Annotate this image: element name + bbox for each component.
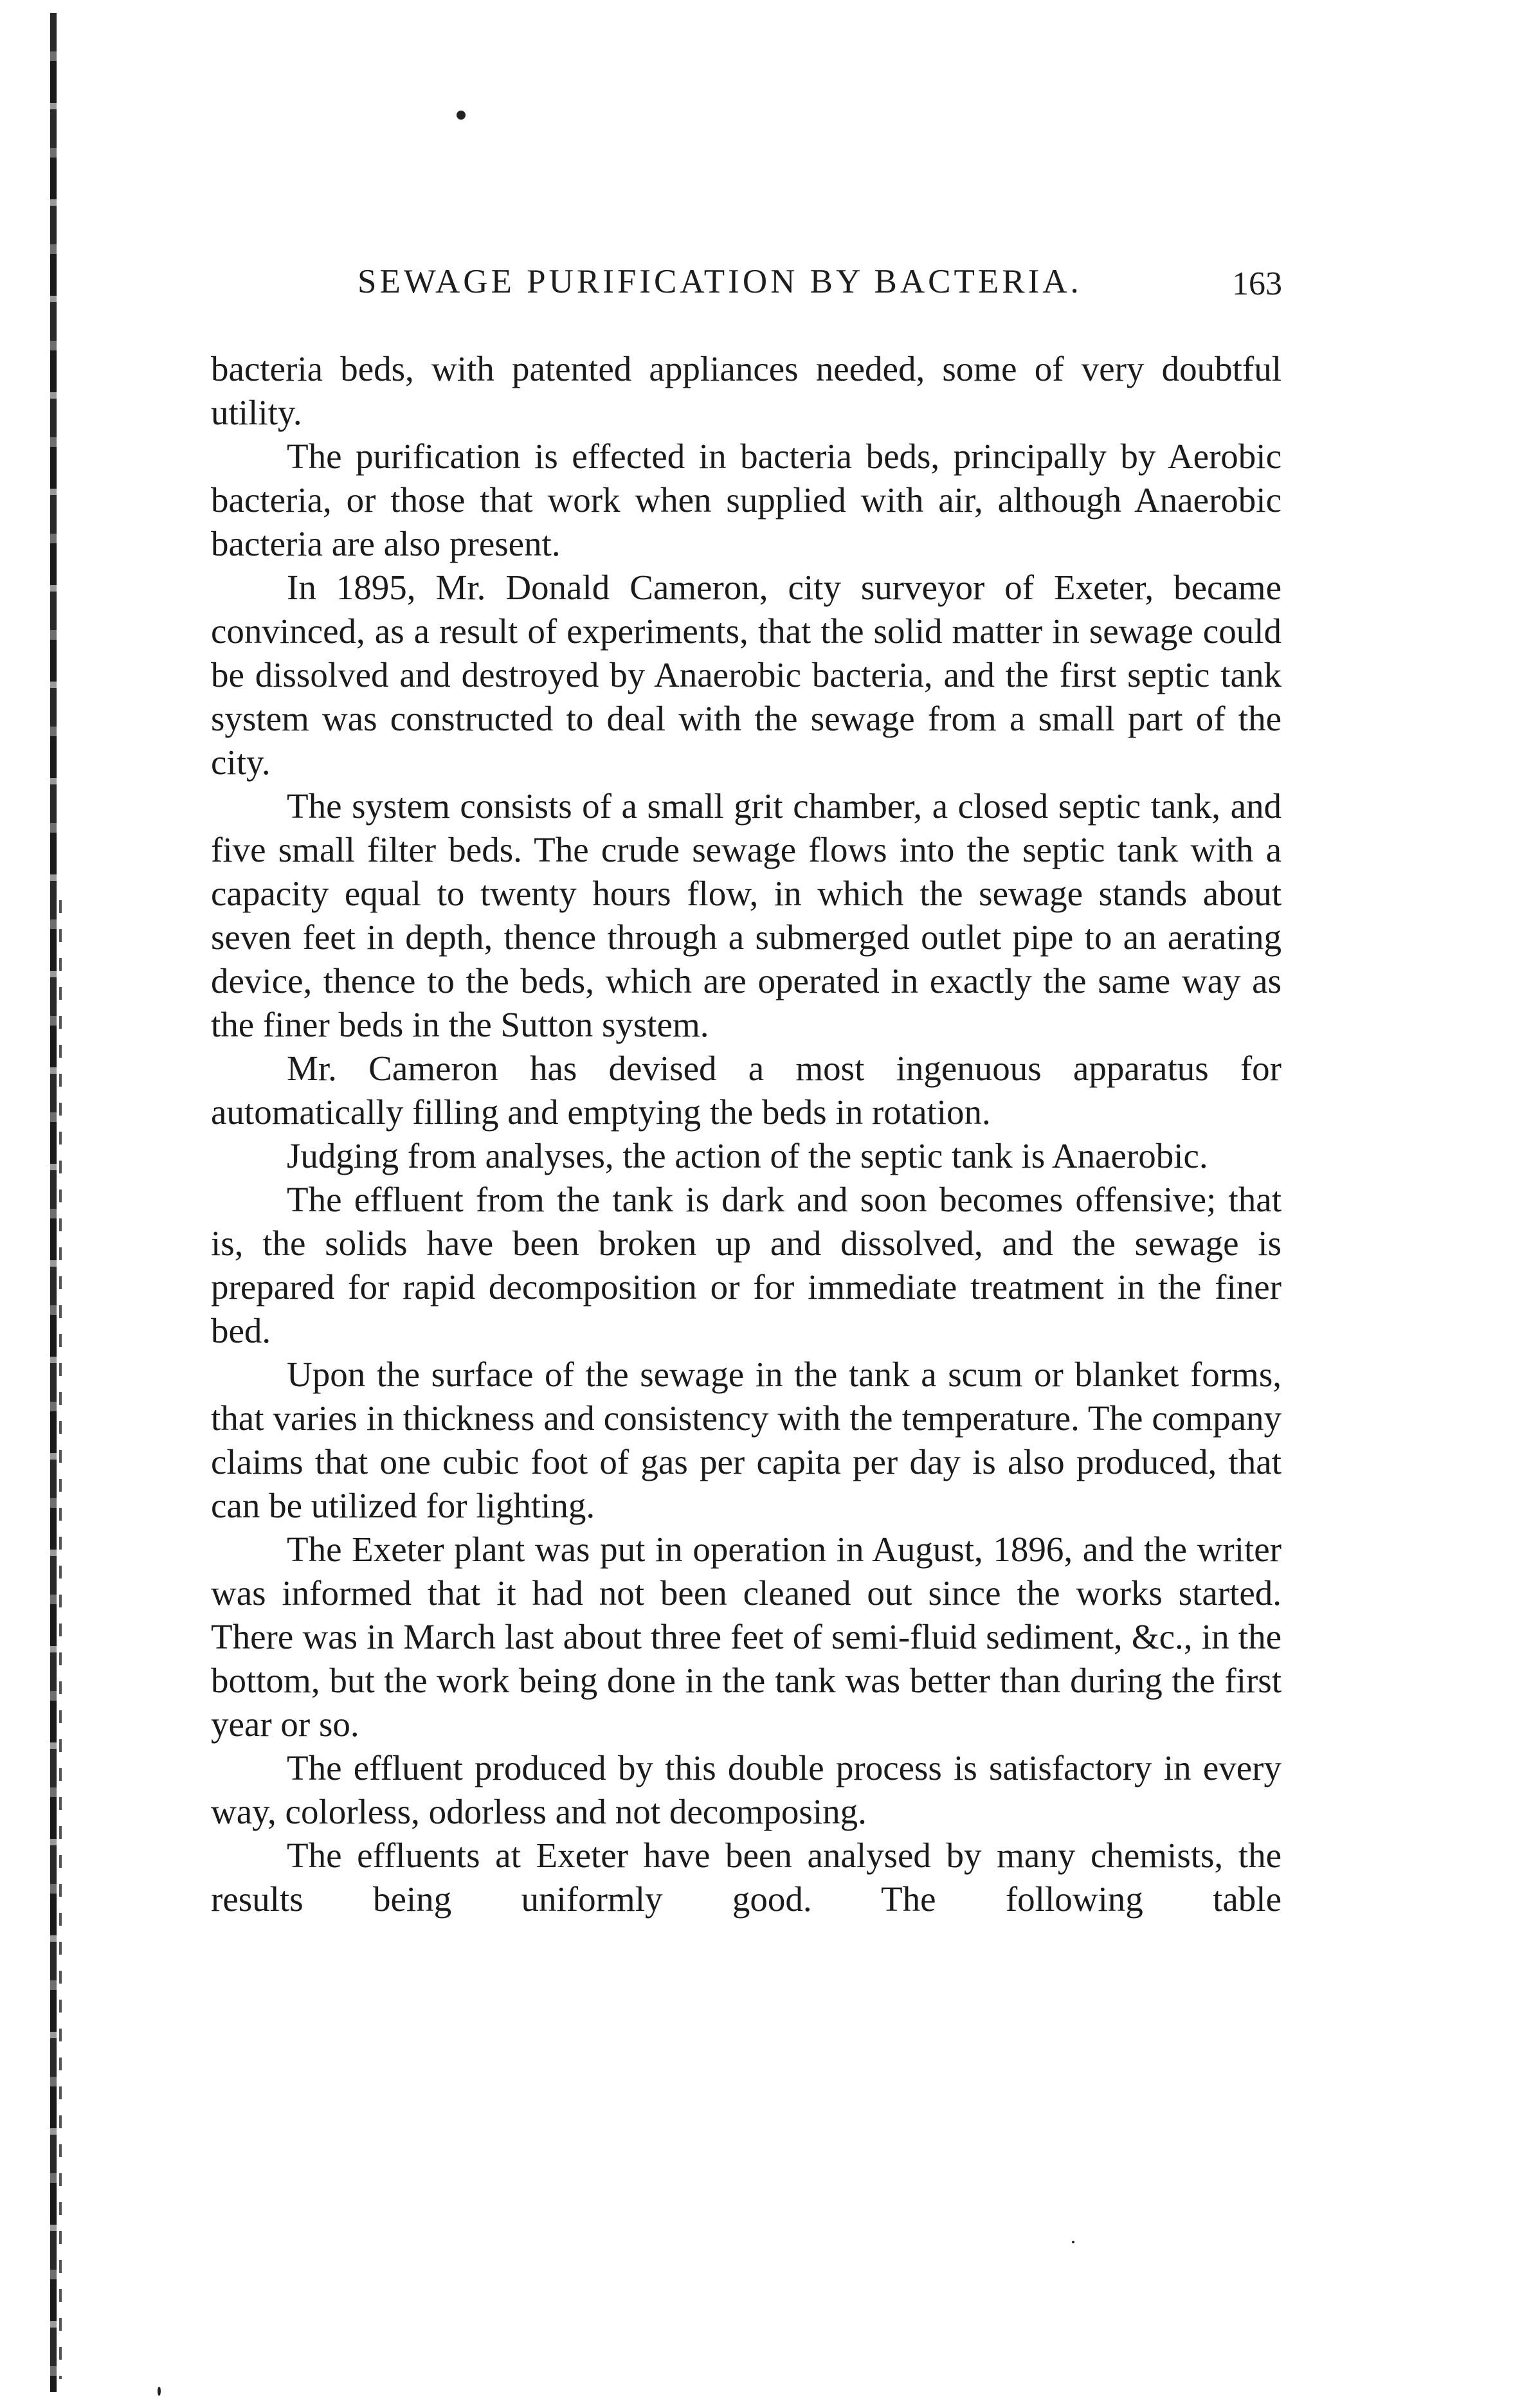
paragraph-exeter-plant: The Exeter plant was put in operation in August, 1896, and the writer was informed that it had not been cleaned out since the works started. There was in March last about three feet of semi-fluid sediment, &c., in the bottom, but the work being done in the tank was better than during the first year or so. [211, 1530, 1282, 1744]
paragraph-system-description: The system consists of a small grit chamber, a closed septic tank, and five small filter beds. The crude sewage flows into the septic tank with a capacity equal to twenty hours flow, in which the sewage stands about seven feet in depth, thence through a submerged outlet pipe to an aerating device, thence to the beds, which are operated in exactly the same way as the finer beds in the Sutton system. [211, 786, 1282, 1044]
running-head [358, 262, 1282, 307]
paragraph-continuation: bacteria beds, with patented appliances needed, some of very doubtful utility. [211, 349, 1282, 432]
paragraph-cameron-1895: In 1895, Mr. Donald Cameron, city surveyor of Exeter, became convinced, as a result of experiments, that the solid matter in sewage could be dissolved and destroyed by Anaerobic bacteria, and the first septic tank system was constructed to deal with the sewage from a small part of the city. [211, 568, 1282, 782]
page-number: 163 [1232, 266, 1282, 302]
paragraph-analyses-chemists: The effluents at Exeter have been analysed by many chemists, the results being uniformly good. The following table [211, 1836, 1282, 1919]
paragraph-effluent-quality: The effluent produced by this double process is satisfactory in every way, colorless, odorless and not decomposing. [211, 1748, 1282, 1831]
ink-speck [457, 111, 466, 120]
binding-shadow-secondary [59, 900, 62, 2379]
paragraph-apparatus: Mr. Cameron has devised a most ingenuous apparatus for automatically filling and emptying the beds in rotation. [211, 1049, 1282, 1132]
paragraph-effluent-tank: The effluent from the tank is dark and soon becomes offensive; that is, the solids have been broken up and dissolved, and the sewage is prepared for rapid decomposition or for immediate treatment in the finer bed. [211, 1180, 1282, 1350]
ink-speck [158, 2387, 161, 2396]
paragraph-scum-blanket: Upon the surface of the sewage in the tank a scum or blanket forms, that varies in thickness and consistency with the temperature. The company claims that one cubic foot of gas per capita per day is also produced, that can be utilized for lighting. [211, 1355, 1282, 1525]
running-title: SEWAGE PURIFICATION BY BACTERIA. [358, 263, 1082, 300]
paragraph-analyses: Judging from analyses, the action of the septic tank is Anaerobic. [287, 1136, 1208, 1175]
paragraph-aerobic-bacteria: The purification is effected in bacteria beds, principally by Aerobic bacteria, or those that work when supplied with air, although Anaerobic bacteria are also present. [211, 437, 1282, 563]
body-text [211, 347, 1282, 1921]
ink-speck [1072, 2241, 1074, 2243]
binding-shadow [50, 13, 57, 2392]
